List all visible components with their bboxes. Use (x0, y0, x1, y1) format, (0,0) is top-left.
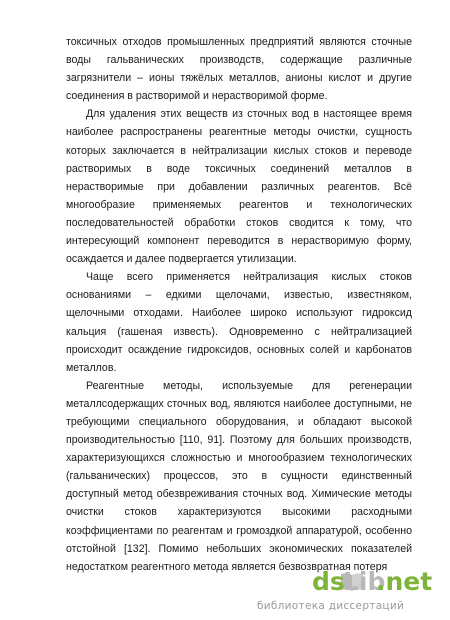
logo-tagline: библиотека диссертаций (257, 600, 405, 612)
paragraph-3: Чаще всего применяется нейтрализация кислых стоков основаниями – едкими щелочами, известью, известняком, щелочными отходами. Наиболее широко используют гидроксид кальция (гашеная известь). Одновременно с нейтрализацией происходит осаждение гидроксидов, основных солей и карбонатов металлов. (66, 271, 412, 374)
document-body (66, 33, 412, 576)
logo-text-net: .net (376, 567, 433, 596)
logo-text-ds: ds (312, 567, 345, 596)
dslib-watermark[interactable] (257, 565, 442, 617)
paragraph-2: Для удаления этих веществ из сточных вод в настоящее время наиболее распространены реагентные методы очистки, сущность которых заключается в нейтрализации кислых стоков и переводе растворимых в воде токсичных соединений металлов в нерастворимые при добавлении различных реагентов. Всё многообразие применяемых реагентов и технологических последовательностей обработки стоков сводится к тому, что интересующий компонент переводится в нерастворимую форму, осаждается и далее подвергается утилизации. (66, 108, 412, 266)
paragraph-1: токсичных отходов промышленных предприятий являются сточные воды гальванических производств, содержащие различные загрязнители – ионы тяжёлых металлов, анионы кислот и другие соединения в растворимой и нерастворимой форме. (66, 36, 412, 103)
paragraph-4: Реагентные методы, используемые для регенерации металлсодержащих сточных вод, являются наиболее доступными, не требующими специального оборудования, и обладают высокой производительностью [110, 91]. Поэтому для больших производств, характеризующихся сложностью и многообразием технологических (гальванических) процессов, это в сущности единственный доступный метод обезвреживания сточных вод. Химические методы очистки стоков характеризуются высокими расходными коэффициентами по реагентам и громоздкой аппаратурой, особенно отстойной [132]. Помимо небольших экономических показателей недостатком реагентного метода является безвозвратная потеря (66, 379, 412, 573)
logo-text-lib: Lib (343, 567, 386, 596)
